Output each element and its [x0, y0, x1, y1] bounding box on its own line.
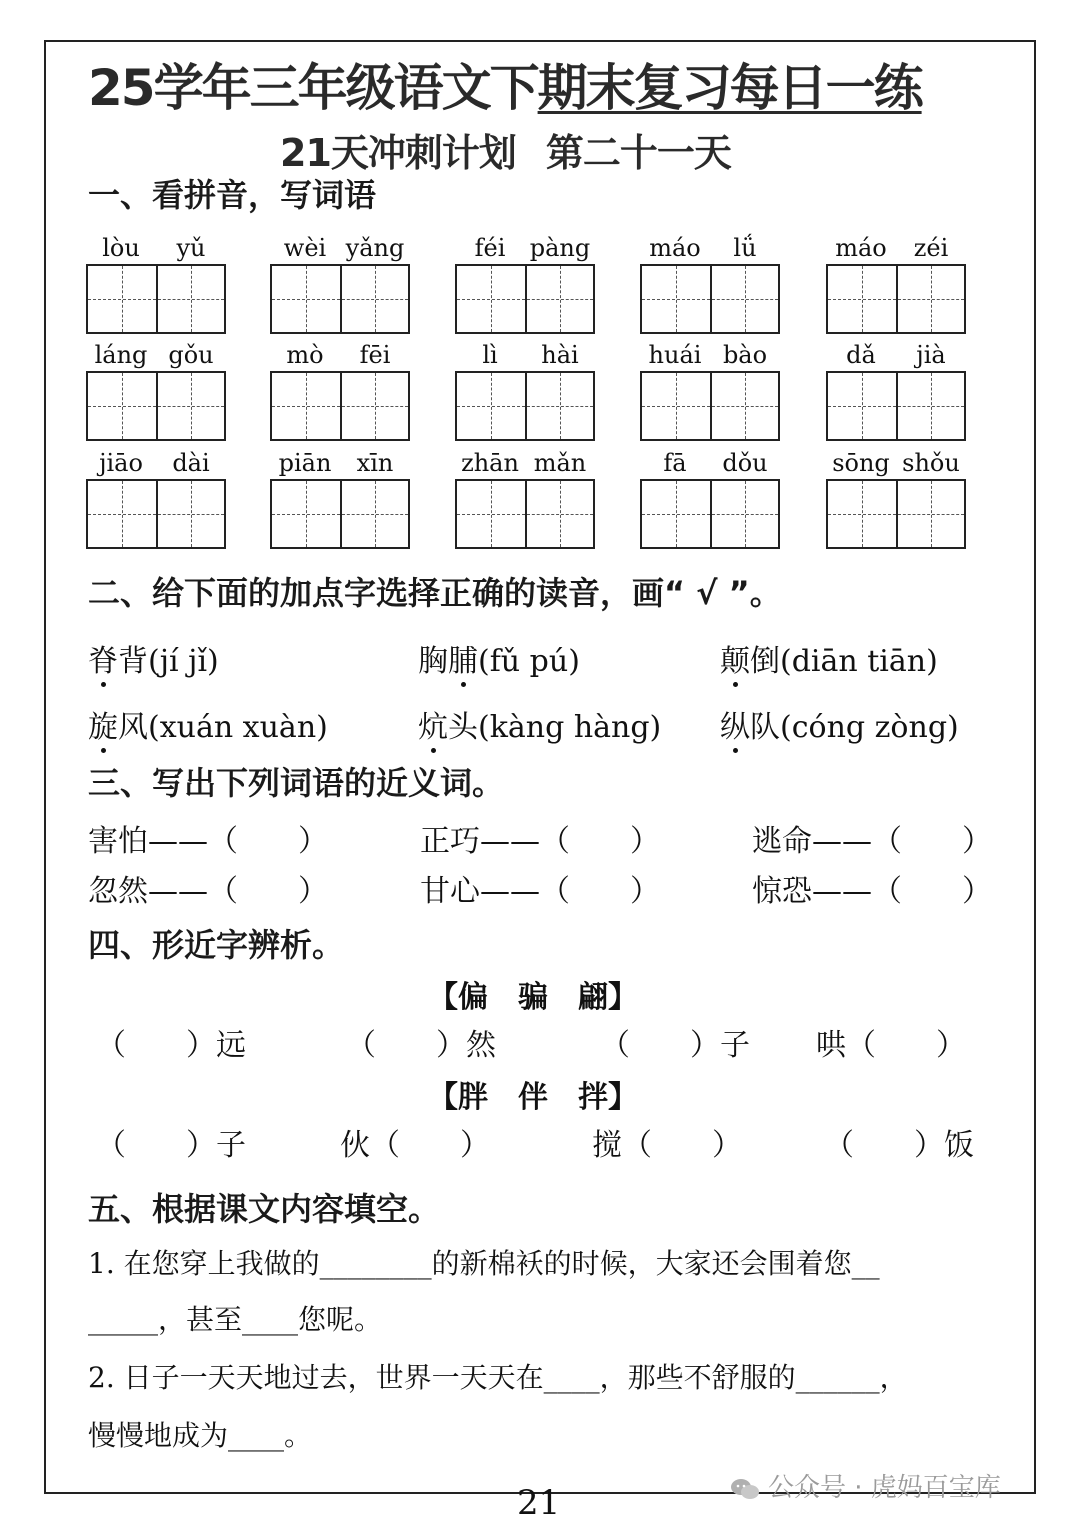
writing-cell[interactable] [828, 373, 896, 439]
subtitle-plan: 21天冲刺计划 [280, 131, 516, 175]
fill-line-3: 2. 日子一天天地过去，世界一天天在____，那些不舒服的______， [88, 1361, 908, 1394]
reading-item: 脊背(jí jǐ) [88, 644, 219, 679]
writing-cell[interactable] [340, 266, 408, 332]
synonym-item: 害怕——（ ） [88, 824, 328, 859]
writing-cell[interactable] [525, 373, 593, 439]
pinyin-word-item [640, 341, 780, 441]
writing-box[interactable] [86, 371, 226, 441]
pinyin-label: wèi yǎng [283, 234, 405, 262]
char-group-2: 【胖 伴 拌】 [428, 1080, 638, 1115]
pinyin-word-item [826, 341, 966, 441]
pinyin-label: láng gǒu [94, 341, 214, 369]
pinyin-word-item [270, 449, 410, 549]
writing-cell[interactable] [710, 266, 778, 332]
pinyin-word-item [826, 234, 966, 334]
pinyin-label: jiāo dài [99, 449, 210, 477]
writing-cell[interactable] [457, 373, 525, 439]
reading-item: 胸脯(fǔ pú) [418, 644, 580, 679]
writing-cell[interactable] [340, 481, 408, 547]
fill-line-2: _____，甚至____您呢。 [88, 1303, 383, 1336]
char-blank: 搅（ ） [592, 1128, 742, 1163]
reading-item: 颠倒(diān tiān) [720, 644, 938, 679]
pinyin-word-item [86, 449, 226, 549]
pinyin-label: máo zéi [835, 234, 949, 262]
synonym-item: 甘心——（ ） [420, 874, 660, 909]
writing-cell[interactable] [88, 266, 156, 332]
pinyin-label: lòu yǔ [102, 234, 206, 262]
pinyin-label: dǎ jià [846, 341, 946, 369]
writing-cell[interactable] [156, 481, 224, 547]
writing-box[interactable] [455, 479, 595, 549]
writing-cell[interactable] [525, 481, 593, 547]
writing-cell[interactable] [828, 266, 896, 332]
writing-cell[interactable] [642, 481, 710, 547]
watermark [730, 1467, 1001, 1504]
writing-cell[interactable] [272, 481, 340, 547]
writing-cell[interactable] [642, 373, 710, 439]
pinyin-word-item [640, 234, 780, 334]
writing-cell[interactable] [156, 373, 224, 439]
pinyin-word-item [86, 341, 226, 441]
writing-cell[interactable] [896, 481, 964, 547]
writing-cell[interactable] [710, 481, 778, 547]
writing-box[interactable] [826, 264, 966, 334]
writing-cell[interactable] [896, 373, 964, 439]
writing-cell[interactable] [896, 266, 964, 332]
fill-line-4: 慢慢地成为____。 [88, 1419, 313, 1452]
section5-heading: 五、根据课文内容填空。 [88, 1190, 441, 1228]
synonym-item: 逃命——（ ） [752, 824, 992, 859]
pinyin-word-item [455, 449, 595, 549]
section1-heading: 一、看拼音，写词语 [88, 176, 377, 214]
writing-box[interactable] [640, 371, 780, 441]
writing-cell[interactable] [340, 373, 408, 439]
char-blank: 哄（ ） [816, 1028, 966, 1063]
char-blank: （ ）然 [346, 1028, 496, 1063]
pinyin-word-item [270, 234, 410, 334]
writing-cell[interactable] [710, 373, 778, 439]
page-subtitle [280, 122, 731, 177]
section2-heading: 二、给下面的加点字选择正确的读音，画“ √ ”。 [88, 574, 782, 612]
reading-item: 旋风(xuán xuàn) [88, 710, 328, 745]
pinyin-label: zhān mǎn [461, 449, 587, 477]
writing-cell[interactable] [156, 266, 224, 332]
watermark-text: 公众号 · 虎妈百宝库 [768, 1473, 1001, 1503]
wechat-icon [730, 1477, 760, 1501]
writing-cell[interactable] [525, 266, 593, 332]
pinyin-label: piān xīn [278, 449, 394, 477]
synonym-item: 正巧——（ ） [420, 824, 660, 859]
writing-cell[interactable] [457, 481, 525, 547]
writing-box[interactable] [270, 371, 410, 441]
pinyin-label: lì hài [482, 341, 579, 369]
pinyin-word-item [455, 341, 595, 441]
writing-box[interactable] [86, 479, 226, 549]
pinyin-word-item [270, 341, 410, 441]
reading-item: 炕头(kàng hàng) [418, 710, 662, 745]
writing-cell[interactable] [272, 266, 340, 332]
synonym-item: 忽然——（ ） [88, 874, 328, 909]
writing-box[interactable] [455, 264, 595, 334]
writing-box[interactable] [826, 479, 966, 549]
pinyin-label: fā dǒu [663, 449, 768, 477]
pinyin-word-item [455, 234, 595, 334]
writing-cell[interactable] [272, 373, 340, 439]
writing-cell[interactable] [828, 481, 896, 547]
page-title [88, 48, 922, 120]
char-blank: 伙（ ） [340, 1128, 490, 1163]
writing-cell[interactable] [642, 266, 710, 332]
page-number: 21 [517, 1483, 561, 1523]
writing-box[interactable] [270, 479, 410, 549]
fill-line-1: 1. 在您穿上我做的________的新棉袄的时候，大家还会围着您__ [88, 1247, 880, 1280]
pinyin-label: féi pàng [474, 234, 591, 262]
char-blank: （ ）远 [96, 1028, 246, 1063]
writing-cell[interactable] [88, 481, 156, 547]
writing-box[interactable] [826, 371, 966, 441]
pinyin-label: máo lǘ [649, 234, 757, 262]
char-blank: （ ）子 [600, 1028, 750, 1063]
char-blank: （ ）饭 [824, 1128, 974, 1163]
pinyin-label: sōng shǒu [832, 449, 960, 477]
synonym-item: 惊恐——（ ） [752, 874, 992, 909]
writing-box[interactable] [86, 264, 226, 334]
writing-box[interactable] [270, 264, 410, 334]
char-group-1: 【偏 骗 翩】 [428, 980, 638, 1015]
pinyin-label: huái bào [648, 341, 768, 369]
writing-cell[interactable] [457, 266, 525, 332]
pinyin-word-item [826, 449, 966, 549]
writing-box[interactable] [640, 264, 780, 334]
title-part1: 25学年三年级语文下 [88, 59, 538, 117]
section4-heading: 四、形近字辨析。 [88, 926, 345, 964]
section3-heading: 三、写出下列词语的近义词。 [88, 764, 505, 802]
writing-box[interactable] [455, 371, 595, 441]
pinyin-word-item [86, 234, 226, 334]
writing-cell[interactable] [88, 373, 156, 439]
pinyin-label: mò fēi [286, 341, 391, 369]
pinyin-word-item [640, 449, 780, 549]
char-blank: （ ）子 [96, 1128, 246, 1163]
subtitle-day: 第二十一天 [545, 131, 731, 175]
reading-item: 纵队(cóng zòng) [720, 710, 959, 745]
writing-box[interactable] [640, 479, 780, 549]
title-part2: 期末复习每日一练 [537, 59, 922, 117]
